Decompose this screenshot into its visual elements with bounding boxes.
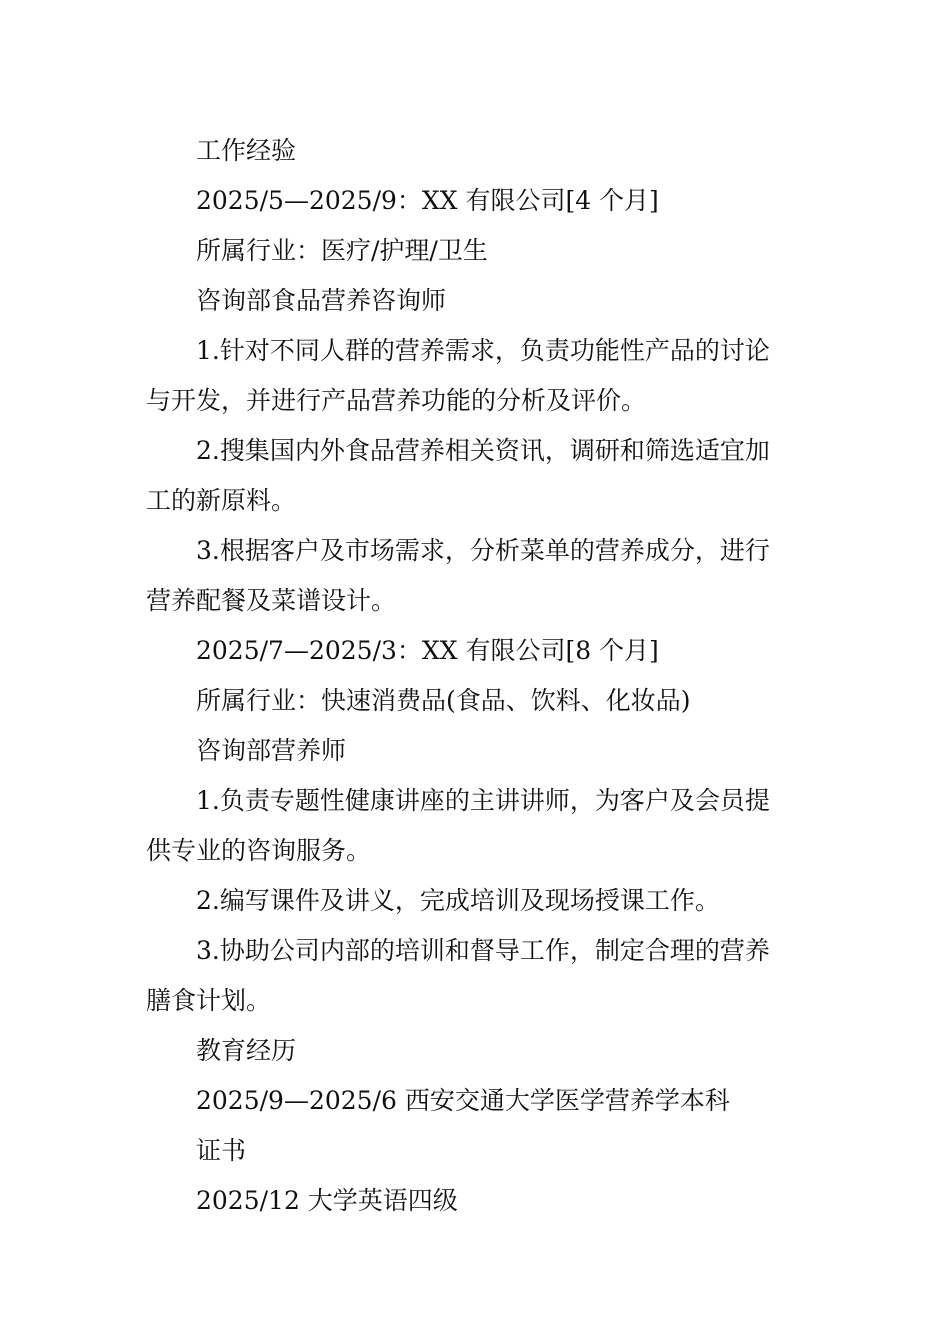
job-1-period: 2025/5—2025/9：XX 有限公司[4 个月]: [196, 186, 659, 215]
job-2-duty-1-line-1: 1.负责专题性健康讲座的主讲讲师，为客户及会员提: [196, 786, 770, 815]
section-heading-work-experience: 工作经验: [196, 136, 297, 165]
job-2-industry: 所属行业：快速消费品(食品、饮料、化妆品): [196, 686, 691, 715]
document-body: [146, 126, 808, 1226]
education-entry: 2025/9—2025/6 西安交通大学医学营养学本科: [196, 1086, 730, 1115]
job-1-duty-3-line-2: 营养配餐及菜谱设计。: [146, 586, 397, 615]
job-2-period: 2025/7—2025/3：XX 有限公司[8 个月]: [196, 636, 659, 665]
job-1-title: 咨询部食品营养咨询师: [196, 286, 447, 315]
job-2-title: 咨询部营养师: [196, 736, 347, 765]
job-2-duty-1-line-2: 供专业的咨询服务。: [146, 836, 372, 865]
job-1-duty-2-line-2: 工的新原料。: [146, 486, 297, 515]
section-heading-education: 教育经历: [196, 1036, 297, 1065]
job-1-duty-1-line-2: 与开发，并进行产品营养功能的分析及评价。: [146, 386, 647, 415]
certificate-entry: 2025/12 大学英语四级: [196, 1186, 458, 1215]
job-2-duty-3-line-2: 膳食计划。: [146, 986, 272, 1015]
job-2-duty-2: 2.编写课件及讲义，完成培训及现场授课工作。: [196, 886, 720, 915]
job-1-duty-2-line-1: 2.搜集国内外食品营养相关资讯，调研和筛选适宜加: [196, 436, 770, 465]
job-1-industry: 所属行业：医疗/护理/卫生: [196, 236, 488, 265]
job-1-duty-1-line-1: 1.针对不同人群的营养需求，负责功能性产品的讨论: [196, 336, 770, 365]
job-2-duty-3-line-1: 3.协助公司内部的培训和督导工作，制定合理的营养: [196, 936, 770, 965]
section-heading-certificates: 证书: [196, 1136, 247, 1165]
job-1-duty-3-line-1: 3.根据客户及市场需求，分析菜单的营养成分，进行: [196, 536, 770, 565]
